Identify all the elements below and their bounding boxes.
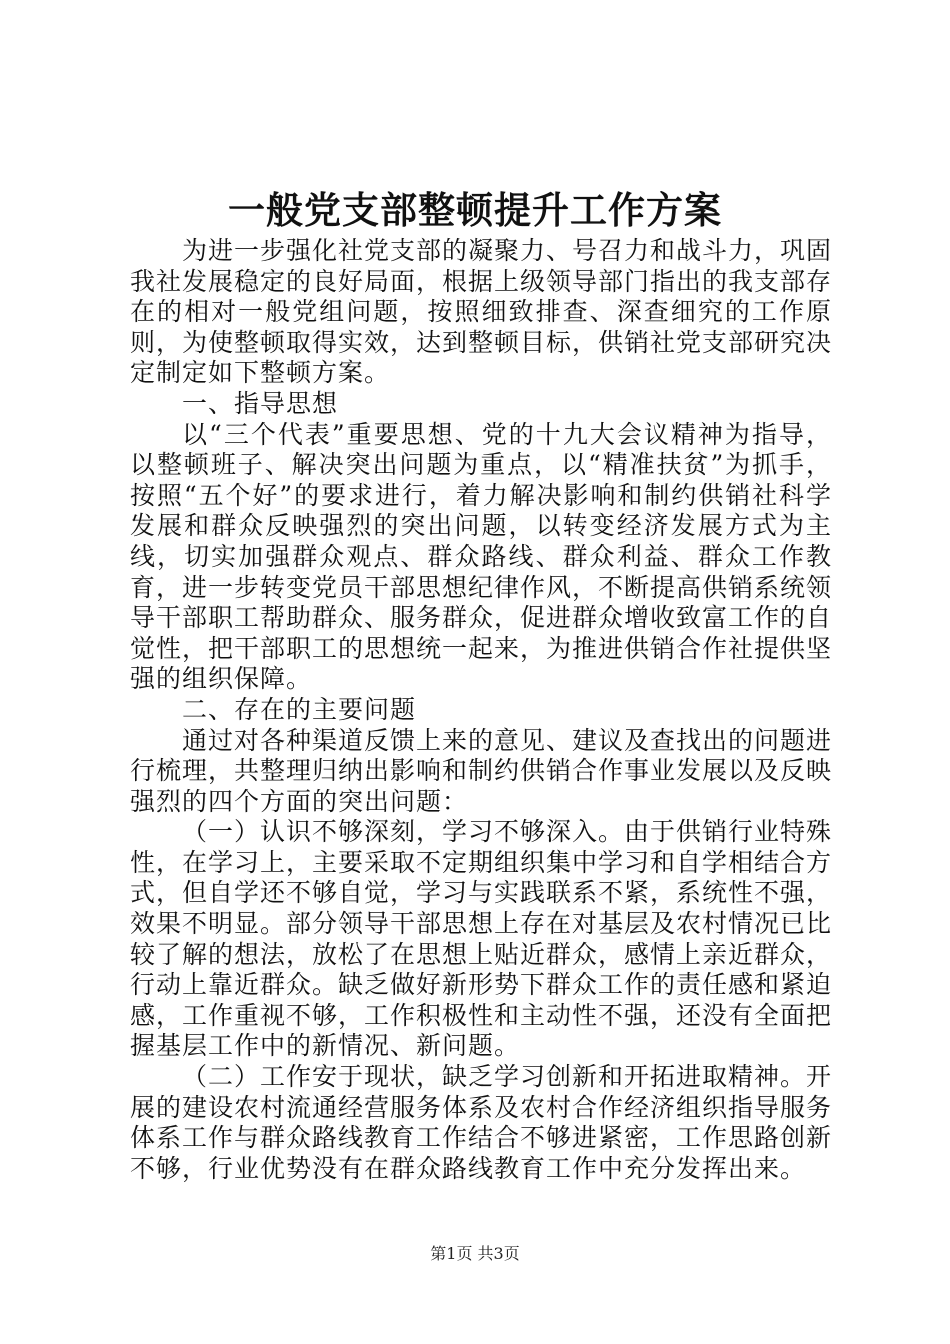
problem-two-paragraph: （二）工作安于现状，缺乏学习创新和开拓进取精神。开展的建设农村流通经营服务体系及农村合作经济组织指导服务体系工作与群众路线教育工作结合不够进紧密，工作思路创新不够，行业优势没有在群众路线教育工作中充分发挥出来。	[130, 1062, 833, 1183]
guiding-ideology-paragraph: 以“三个代表”重要思想、党的十九大会议精神为指导，以整顿班子、解决突出问题为重点，以“精准扶贫”为抓手，按照“五个好”的要求进行，着力解决影响和制约供销社科学发展和群众反映强烈的突出问题，以转变经济发展方式为主线，切实加强群众观点、群众路线、群众利益、群众工作教育，进一步转变党员干部思想纪律作风，不断提高供销系统领导干部职工帮助群众、服务群众，促进群众增收致富工作的自觉性，把干部职工的思想统一起来，为推进供销合作社提供坚强的组织保障。	[130, 419, 833, 694]
intro-paragraph: 为进一步强化社党支部的凝聚力、号召力和战斗力，巩固我社发展稳定的良好局面，根据上级领导部门指出的我支部存在的相对一般党组问题，按照细致排查、深查细究的工作原则，为使整顿取得实效，达到整顿目标，供销社党支部研究决定制定如下整顿方案。	[130, 236, 833, 388]
document-body	[130, 236, 832, 1184]
document-title: 一般党支部整顿提升工作方案	[228, 188, 722, 232]
main-problems-intro-paragraph: 通过对各种渠道反馈上来的意见、建议及查找出的问题进行梳理，共整理归纳出影响和制约供销合作事业发展以及反映强烈的四个方面的突出问题：	[130, 725, 833, 816]
section-heading-guiding-ideology: 一、指导思想	[182, 388, 339, 418]
page-footer: 第1页 共3页	[430, 1244, 520, 1263]
section-heading-main-problems: 二、存在的主要问题	[182, 694, 417, 724]
problem-one-paragraph: （一）认识不够深刻，学习不够深入。由于供销行业特殊性，在学习上，主要采取不定期组织集中学习和自学相结合方式，但自学还不够自觉，学习与实践联系不紧，系统性不强，效果不明显。部分领导干部思想上存在对基层及农村情况已比较了解的想法，放松了在思想上贴近群众，感情上亲近群众，行动上靠近群众。缺乏做好新形势下群众工作的责任感和紧迫感，工作重视不够，工作积极性和主动性不强，还没有全面把握基层工作中的新情况、新问题。	[130, 817, 833, 1061]
